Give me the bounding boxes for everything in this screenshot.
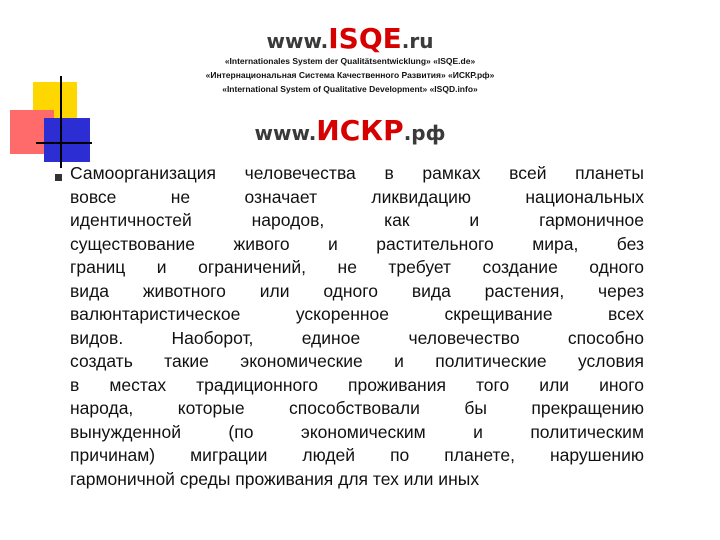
body-paragraph <box>70 162 644 491</box>
logo-brand: ИСКР <box>316 114 404 147</box>
bullet-square <box>55 174 62 181</box>
paragraph-line: вовсе не означает ликвидацию национальных <box>70 186 644 207</box>
logo-brand: ISQE <box>328 22 402 55</box>
paragraph-line: существование живого и растительного мира, без <box>70 233 644 254</box>
decorative-horizontal-line <box>36 142 92 144</box>
tagline-english: «International System of Qualitative Development» «ISQD.info» <box>222 84 478 94</box>
tagline-russian: «Интернациональная Система Качественного Развития» «ИСКР.рф» <box>205 70 495 80</box>
logo-www: www. <box>266 29 329 53</box>
paragraph-line: Самоорганизация человечества в рамках всей планеты <box>70 163 644 183</box>
paragraph-line: гармоничной среды проживания для тех или иных <box>70 468 480 489</box>
paragraph-line: границ и ограничений, не требует создание одного <box>70 257 644 277</box>
site-logo-iskr <box>150 114 550 147</box>
paragraph-line: видов. Наоборот, единое человечество способно <box>70 327 644 348</box>
paragraph-line: причинам) миграции людей по планете, нарушению <box>70 445 644 465</box>
site-logo-isqe <box>150 22 550 55</box>
paragraph-line: идентичностей народов, как и гармоничное <box>70 210 644 230</box>
decorative-vertical-line <box>60 76 62 168</box>
paragraph-line: вынужденной (по экономическим и политическим <box>70 421 644 442</box>
tagline-german: «Internationales System der Qualitätsentwicklung» «ISQE.de» <box>224 56 476 66</box>
paragraph-line: создать такие экономические и политические условия <box>70 351 644 371</box>
paragraph-line: в местах традиционного проживания того или иного <box>70 374 644 395</box>
logo-tld: .рф <box>403 121 446 145</box>
decorative-blue-square <box>44 118 90 162</box>
paragraph-line: валюнтаристическое ускоренное скрещивание всех <box>70 304 644 324</box>
paragraph-line: вида животного или одного вида растения, через <box>70 280 644 301</box>
logo-tld: .ru <box>401 29 434 53</box>
paragraph-line: народа, которые способствовали бы прекращению <box>70 398 644 418</box>
logo-www: www. <box>254 121 317 145</box>
